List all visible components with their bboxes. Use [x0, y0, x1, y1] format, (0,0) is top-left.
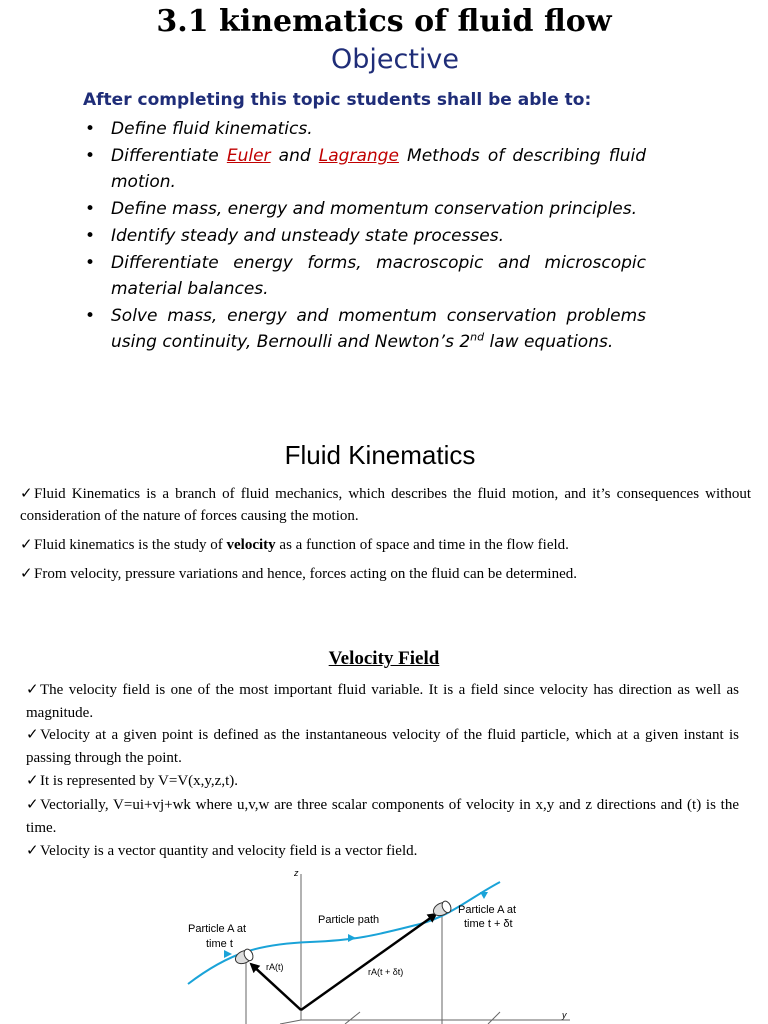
axis-z-label: z [294, 868, 299, 878]
check-icon: ✓ [20, 486, 33, 502]
objective-item: • Define mass, energy and momentum conservation principles. [83, 196, 646, 222]
objectives-intro: After completing this topic students shall be able to: [83, 90, 592, 110]
fk-paragraph-2: ✓Fluid kinematics is the study of velocity as a function of space and time in the flow field. [20, 534, 751, 556]
objective-item: • Solve mass, energy and momentum conservation problems using continuity, Bernoulli and Newton’s 2nd law equations. [83, 303, 646, 355]
fk-paragraph-1: ✓Fluid Kinematics is a branch of fluid mechanics, which describes the fluid motion, and it’s consequences without consideration of the nature of forces causing the motion. [20, 483, 751, 527]
velocity-field-heading: Velocity Field [328, 648, 440, 669]
euler-link[interactable]: Euler [226, 146, 271, 166]
check-icon: ✓ [26, 682, 39, 698]
objective-item: • Define fluid kinematics. [83, 116, 646, 142]
x-axis [280, 1020, 301, 1024]
particle-a-time-label: time t [206, 938, 233, 950]
vf-paragraph-1: ✓The velocity field is one of the most important fluid variable. It is a field since velocity has direction as well as magnitude. [26, 679, 739, 725]
axis-y-label: y [562, 1010, 567, 1020]
fluid-kinematics-heading: Fluid Kinematics [284, 440, 476, 470]
vf-paragraph-4: ✓Vectorially, V=ui+vj+wk where u,v,w are three scalar components of velocity in x,y and z directions and (t) is the time. [26, 794, 739, 840]
lagrange-link[interactable]: Lagrange [318, 146, 399, 166]
check-icon: ✓ [26, 773, 39, 789]
page-title: 3.1 kinematics of fluid flow [156, 4, 612, 39]
ra-t-dt-label: rA(t + δt) [368, 967, 404, 977]
particle-a-later-time-label: time t + δt [464, 918, 513, 930]
path-arrow-icon [480, 892, 488, 899]
check-icon: ✓ [20, 537, 33, 553]
vf-paragraph-5: ✓Velocity is a vector quantity and velocity field is a vector field. [26, 840, 739, 863]
objective-item: • Identify steady and unsteady state processes. [83, 223, 646, 249]
particle-a-later-label: Particle A at [458, 904, 517, 916]
path-arrow-icon [348, 934, 356, 942]
guide-line [345, 1012, 360, 1024]
vf-paragraph-2: ✓Velocity at a given point is defined as the instantaneous velocity of the fluid particle, which at a given instant is passing through the point. [26, 724, 739, 770]
check-icon: ✓ [20, 566, 33, 582]
objectives-list [83, 116, 646, 356]
fk-paragraph-3: ✓From velocity, pressure variations and hence, forces acting on the fluid can be determined. [20, 563, 751, 585]
particle-a-label: Particle A at [188, 923, 247, 935]
position-vector-t-dt [301, 914, 436, 1010]
guide-line [488, 1012, 500, 1024]
check-icon: ✓ [26, 843, 39, 859]
objective-item: • Differentiate Euler and Lagrange Methods of describing fluid motion. [83, 143, 646, 195]
objective-item: • Differentiate energy forms, macroscopic and microscopic material balances. [83, 250, 646, 302]
particle-path-diagram [170, 862, 590, 1024]
ra-t-label: rA(t) [266, 962, 284, 972]
particle-path-label: Particle path [318, 914, 380, 926]
section-subtitle: Objective [330, 44, 460, 75]
check-icon: ✓ [26, 797, 39, 813]
check-icon: ✓ [26, 727, 39, 743]
vf-paragraph-3: ✓It is represented by V=V(x,y,z,t). [26, 770, 739, 793]
